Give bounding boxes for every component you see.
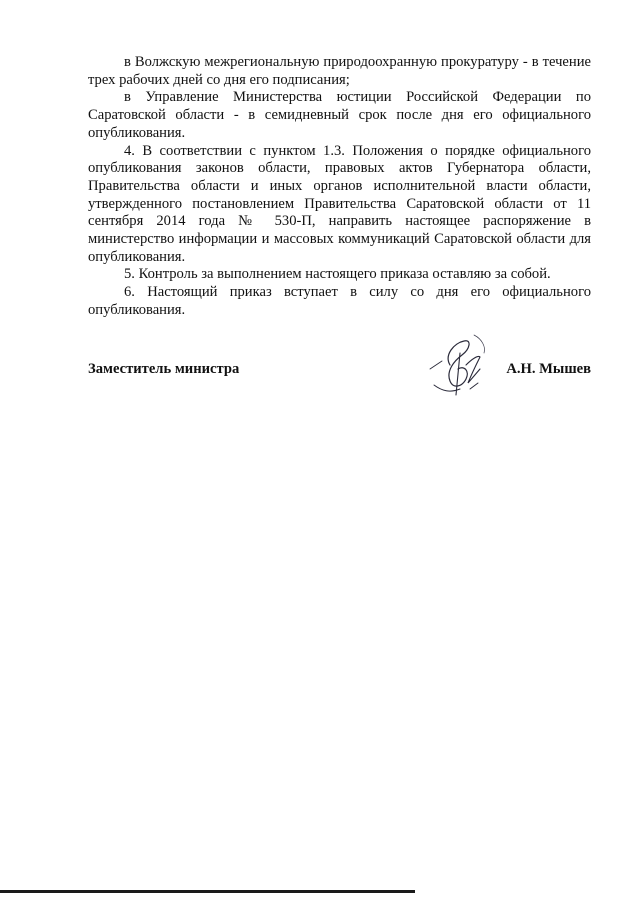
bottom-scan-edge — [0, 890, 415, 893]
signature-block — [88, 361, 591, 383]
signer-name: А.Н. Мышев — [506, 361, 591, 377]
paragraph-item-4: 4. В соответствии с пунктом 1.3. Положения о порядке официального опубликования законов области, правовых актов Губернатора области, Правительства области и иных органов исполнительной власти области, утвержденного постановлением Правительства Саратовской области от 11 сентября 2014 года № 530-П, направить настоящее распоряжение в министерство информации и массовых коммуникаций Саратовской области для опубликования. — [88, 142, 591, 265]
handwritten-signature — [420, 325, 498, 403]
paragraph-prosecutor: в Волжскую межрегиональную природоохранную прокуратуру - в течение трех рабочих дней со дня его подписания; — [88, 54, 591, 88]
document-body — [88, 54, 591, 320]
signer-position: Заместитель министра — [88, 361, 240, 377]
paragraph-item-6: 6. Настоящий приказ вступает в силу со дня его официального опубликования. — [88, 284, 591, 318]
paragraph-justice-ministry: в Управление Министерства юстиции Российской Федерации по Саратовской области - в семидневный срок после дня его официального опубликования. — [88, 89, 591, 141]
paragraph-item-5: 5. Контроль за выполнением настоящего приказа оставляю за собой. — [124, 266, 551, 283]
